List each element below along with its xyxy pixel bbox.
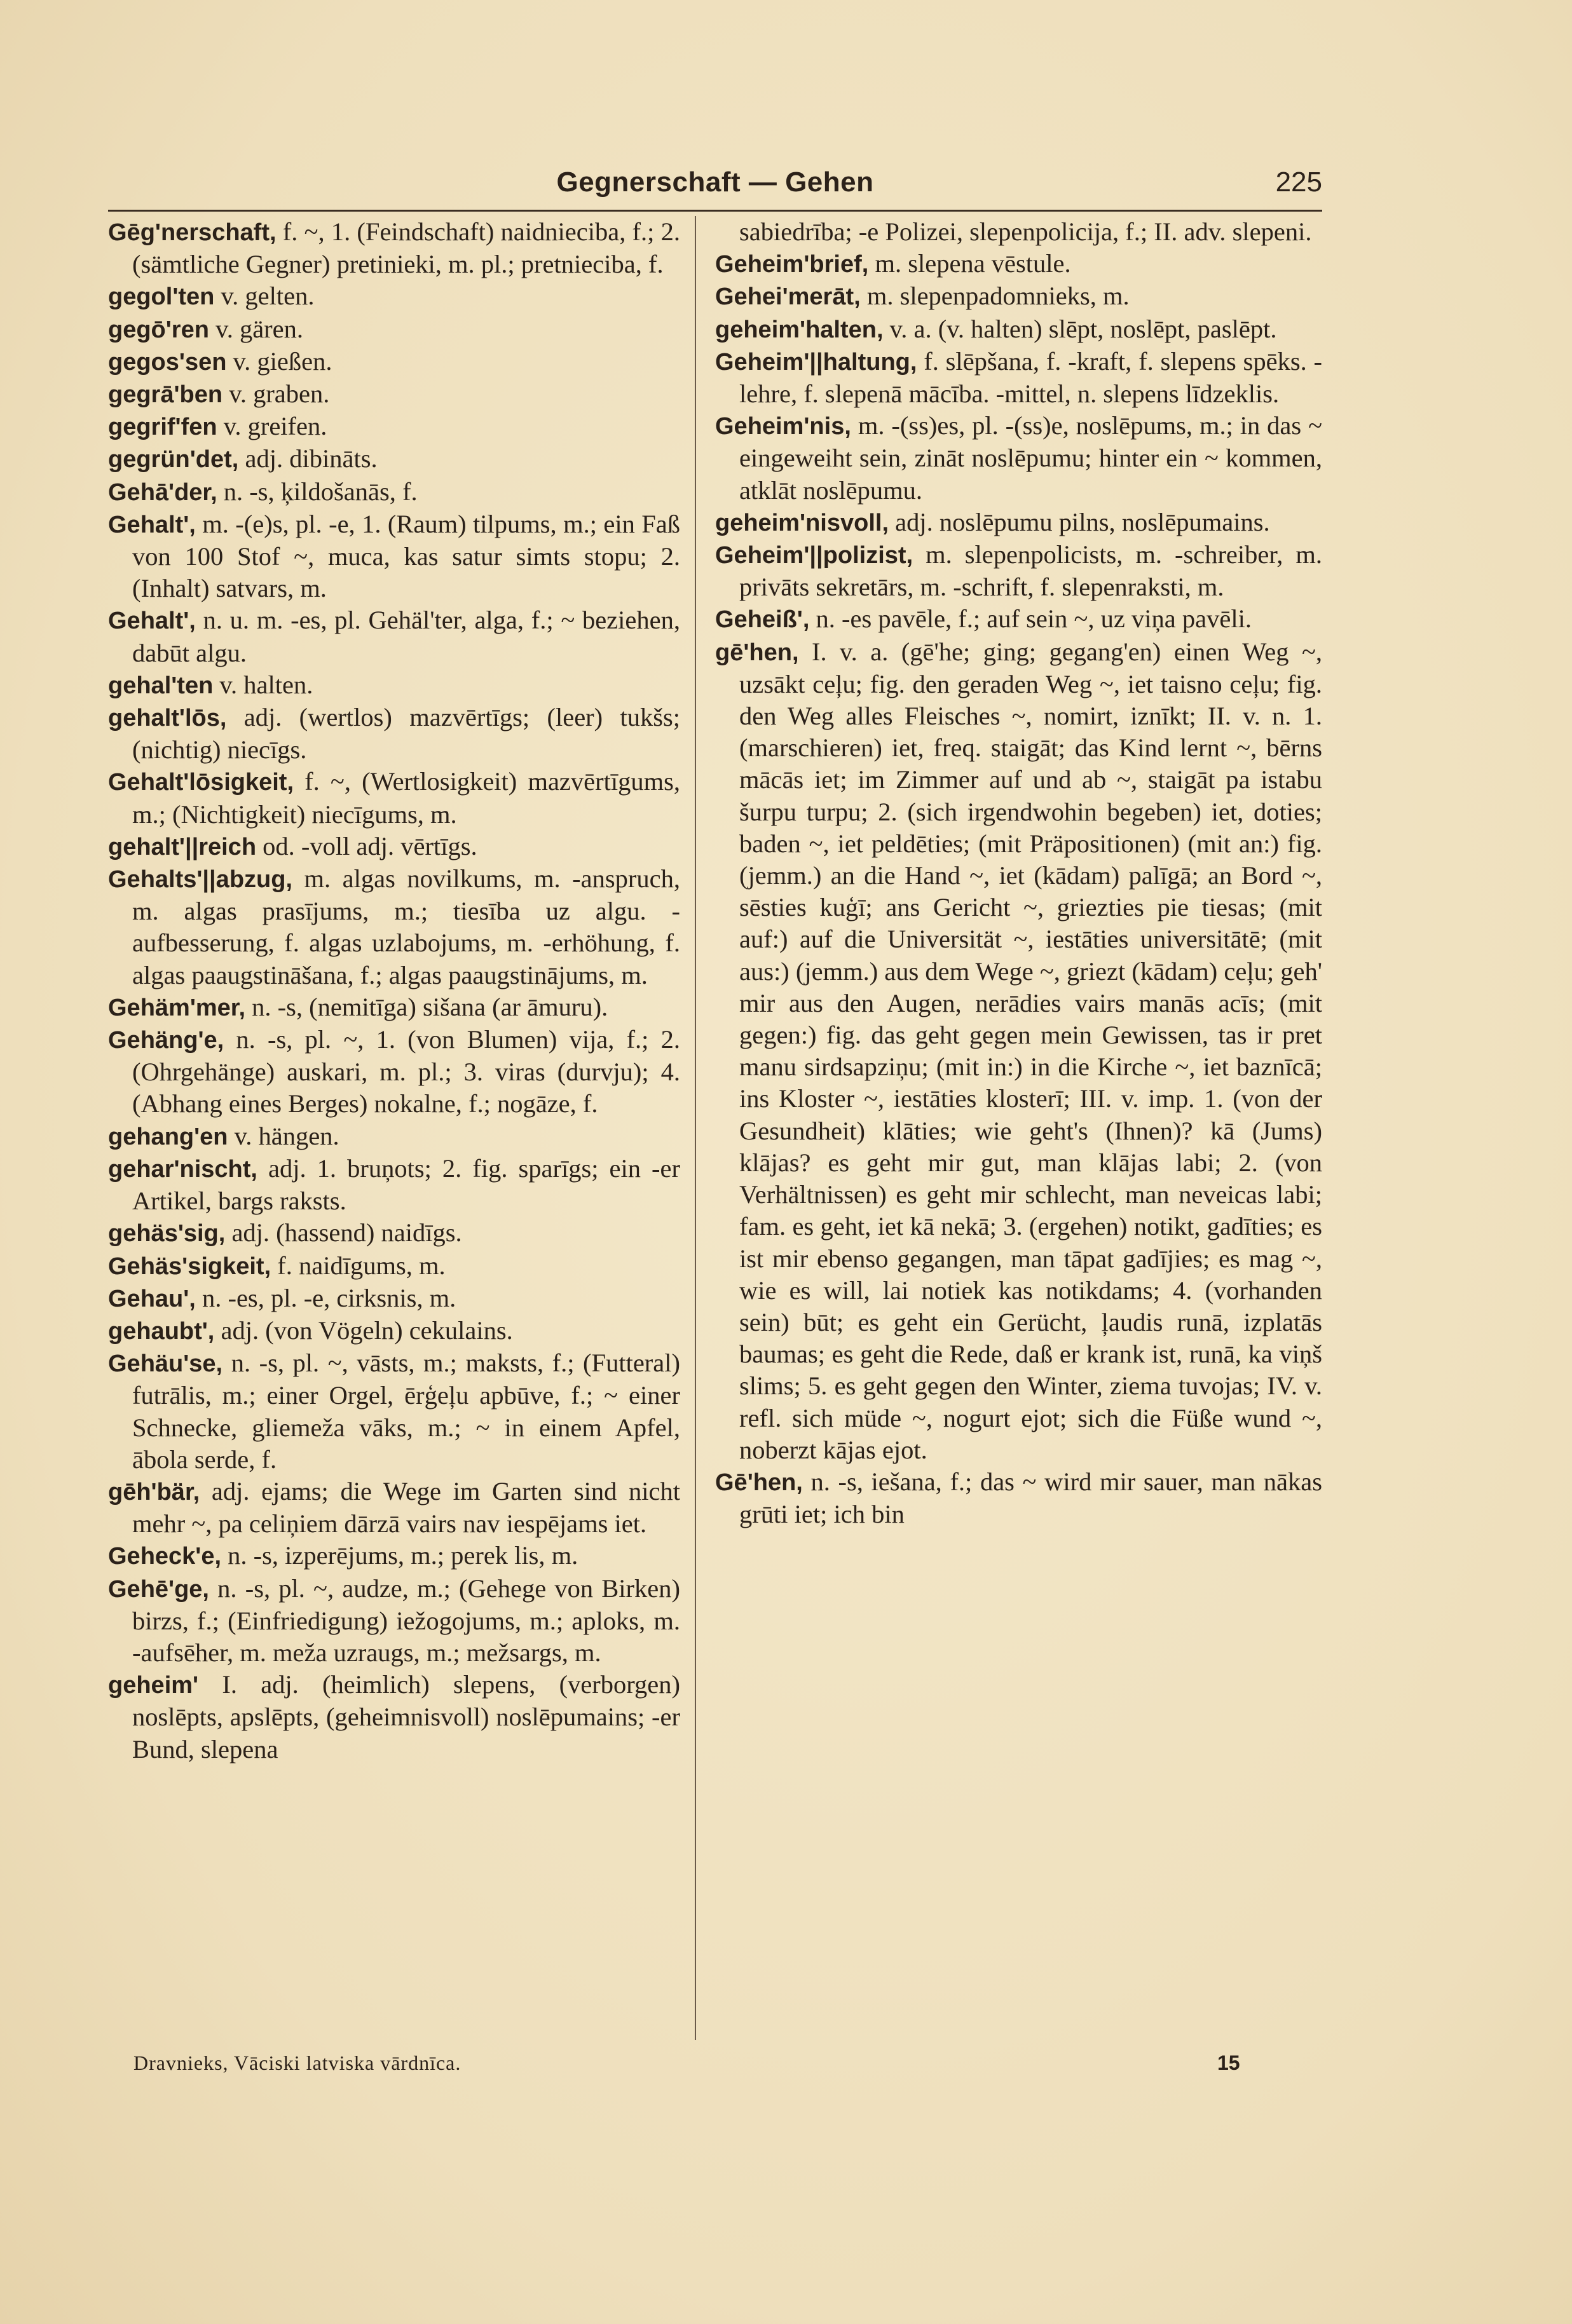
dictionary-entry [108, 313, 680, 346]
dictionary-entry [715, 1466, 1322, 1530]
headword: Gē'hen, [715, 1469, 803, 1496]
dictionary-entry [715, 603, 1322, 635]
right-column [715, 216, 1322, 1530]
definition: v. graben. [229, 379, 330, 409]
dictionary-entry [108, 476, 680, 508]
definition: n. -s, izperējums, m.; perek lis, m. [228, 1541, 578, 1570]
definition: n. -s, (nemitīga) sišana (ar āmuru). [252, 992, 608, 1021]
headword: Geheim'brief, [715, 251, 869, 278]
dictionary-entry [108, 1315, 680, 1347]
definition: v. gären. [215, 314, 304, 343]
left-column [108, 216, 680, 1765]
headword: Geheim'||polizist, [715, 542, 913, 569]
dictionary-entry [715, 280, 1322, 313]
definition: m. -(e)s, pl. -e, 1. (Raum) tilpums, m.; ein Faß von 100 Stof ~, muca, kas satur simts stopu; 2. (Inhalt) satvars, m. [132, 509, 680, 603]
dictionary-entry [108, 1282, 680, 1315]
headword: geheim' [108, 1672, 199, 1699]
headword: Gehäm'mer, [108, 994, 246, 1021]
dictionary-entry [715, 248, 1322, 280]
dictionary-entry [108, 604, 680, 669]
dictionary-entry [715, 313, 1322, 346]
definition: f. slēpšana, f. -kraft, f. slepens spēks. -lehre, f. slepenā mācība. -mittel, n. slepens līdzeklis. [739, 346, 1322, 409]
definition: m. algas novilkums, m. -anspruch, m. algas prasījums, m.; tiesība uz algu. -aufbesserung, f. algas uzlabojums, m. -erhöhung, f. algas paaugstināšana, f.; algas paaugstinājums, m. [132, 864, 680, 989]
headword: geheim'nisvoll, [715, 509, 889, 536]
definition: m. slepena vēstule. [875, 249, 1071, 278]
headword: Gehalt', [108, 608, 196, 635]
headword: gehalt'lōs, [108, 705, 227, 732]
definition: n. -s, pl. ~, 1. (von Blumen) vija, f.; 2. (Ohrgehänge) auskari, m. pl.; 3. viras (durvju); 4. (Abhang eines Berges) nokalne, f.; nogāze, f. [132, 1025, 680, 1118]
page-number: 225 [1275, 166, 1322, 198]
headword: gē'hen, [715, 639, 799, 666]
dictionary-entry [715, 636, 1322, 1466]
definition: n. -s, ķildošanās, f. [223, 477, 418, 506]
definition: n. u. m. -es, pl. Gehäl'ter, alga, f.; ~ beziehen, dabūt algu. [132, 606, 680, 667]
dictionary-entry [108, 1024, 680, 1120]
definition: sabiedrība; -e Polizei, slepenpolicija, f.; II. adv. slepeni. [739, 217, 1312, 246]
dictionary-entry [715, 346, 1322, 410]
definition: n. -es, pl. -e, cirksnis, m. [202, 1283, 456, 1312]
dictionary-entry [108, 831, 680, 863]
dictionary-entry [108, 443, 680, 475]
headword: gegrün'det, [108, 446, 239, 473]
headword: Gehā'der, [108, 479, 217, 506]
headword: Geheim'||haltung, [715, 348, 917, 376]
headword: gegos'sen [108, 348, 227, 376]
dictionary-entry [108, 991, 680, 1024]
dictionary-entry [108, 1540, 680, 1572]
dictionary-entry [108, 1250, 680, 1282]
dictionary-entry [108, 766, 680, 830]
definition: m. -(ss)es, pl. -(ss)e, noslēpums, m.; in das ~ eingeweiht sein, zināt noslēpumu; hinter ein ~ kommen, atklāt noslēpumu. [739, 411, 1322, 505]
definition: n. -s, pl. ~, audze, m.; (Gehege von Birken) birzs, f.; (Einfriedigung) iežogojums, m.; aploks, m. -aufsēher, m. meža uzraugs, m.; mežsargs, m. [132, 1573, 680, 1667]
dictionary-entry [108, 280, 680, 313]
headword: geheim'halten, [715, 316, 884, 343]
definition: v. a. (v. halten) slēpt, noslēpt, paslēpt. [889, 314, 1277, 343]
definition: adj. ejams; die Wege im Garten sind nicht mehr ~, pa celiņiem dārzā vairs nav iespējams iet. [132, 1476, 680, 1539]
definition: I. v. a. (gē'he; ging; gegang'en) einen Weg ~, uzsākt ceļu; fig. den geraden Weg ~, iet taisno ceļu; fig. den Weg alles Fleisches ~, nomirt, iznīkt; II. v. n. 1. (marschieren) iet, freq. staigāt; das Kind lernt ~, bērns mācās iet; im Zimmer auf und ab ~, staigāt pa istabu šurpu turpu; 2. (sich irgendwohin begeben) iet, doties; baden ~, iet peldēties; (mit Präpositionen) (mit an:) fig. (jemm.) an die Hand ~, iet (kādam) palīgā; an Bord ~, sēsties kuģī; ans Gericht ~, griezties pie tiesas; (mit auf:) auf die Universität ~, iestāties universitātē; (mit aus:) (jemm.) aus dem Wege ~, griezt (kādam) ceļu; geh' mir aus den Augen, nerādies vairs manās acīs; (mit gegen:) fig. das geht gegen mein Gewissen, tas ir pret manu sirdsapziņu; (mit in:) in die Kirche ~, iet baznīcā; ins Kloster ~, iestāties klosterī; III. v. imp. 1. (von der Gesundheit) klāties; wie geht's (Ihnen)? kā (Jums) klājas? es geht mir gut, man klājas labi; 2. (von Verhältnissen) es geht mir schlecht, man neveicas labi; fam. es geht, iet kā nekā; 3. (ergehen) notikt, gadīties; es ist mir ebenso gegangen, man tāpat gadījies; es mag ~, wie es will, lai notiek kas notikdams; 4. (vorhanden sein) būt; es geht ein Gerücht, ļaudis runā, izplatās baumas; es geht die Rede, daß er krank ist, runā, ka viņš slims; 5. es geht gegen den Winter, ziema tuvojas; IV. v. refl. sich müde ~, nogurt ejot; sich die Füße wund ~, noberzt kājas ejot. [739, 637, 1322, 1464]
definition: adj. noslēpumu pilns, noslēpumains. [895, 507, 1270, 536]
headword: gegrif'fen [108, 414, 217, 441]
column-divider [695, 216, 696, 2040]
headword: Gehau', [108, 1285, 196, 1312]
dictionary-entry [108, 669, 680, 702]
headword: Geheck'e, [108, 1543, 222, 1570]
headword: gehal'ten [108, 672, 214, 699]
dictionary-entry [108, 1669, 680, 1765]
definition: v. greifen. [223, 412, 327, 441]
definition: n. -es pavēle, f.; auf sein ~, uz viņa pavēli. [816, 604, 1252, 634]
header-rule [108, 210, 1322, 212]
headword: gegol'ten [108, 283, 215, 311]
definition: f. ~, 1. (Feindschaft) naidnieciba, f.; 2. (sämtliche Gegner) pretinieki, m. pl.; pretnieciba, f. [132, 217, 681, 279]
dictionary-entry [715, 410, 1322, 506]
definition: m. slepenpadomnieks, m. [866, 282, 1130, 311]
dictionary-entry [108, 411, 680, 443]
headword: Gehalt', [108, 511, 196, 538]
headword: gehäs'sig, [108, 1220, 226, 1247]
dictionary-entry [108, 1120, 680, 1153]
definition: v. halten. [219, 670, 313, 699]
dictionary-entry [108, 346, 680, 378]
headword: Gehalts'||abzug, [108, 866, 293, 894]
definition: adj. (von Vögeln) cekulains. [221, 1315, 513, 1345]
headword: gegrā'ben [108, 381, 223, 409]
headword: gegō'ren [108, 316, 209, 343]
definition: v. gelten. [221, 282, 315, 311]
definition: f. naidīgums, m. [277, 1251, 446, 1280]
headword: Gēg'nerschaft, [108, 219, 277, 246]
headword: Gehäs'sigkeit, [108, 1253, 271, 1280]
dictionary-entry [108, 1153, 680, 1217]
headword: Gehäng'e, [108, 1027, 224, 1054]
dictionary-entry [108, 378, 680, 411]
dictionary-entry [715, 216, 1322, 248]
headword: Geheim'nis, [715, 413, 851, 440]
footer-publisher: Dravnieks, Vāciski latviska vārdnīca. [133, 2051, 461, 2074]
dictionary-entry [108, 1476, 680, 1540]
definition: f. ~, (Wertlosigkeit) mazvērtīgums, m.; (Nichtigkeit) niecīgums, m. [132, 767, 680, 829]
dictionary-entry [715, 506, 1322, 539]
definition: n. -s, iešana, f.; das ~ wird mir sauer, man nākas grūti iet; ich bin [739, 1467, 1323, 1529]
definition: od. -voll adj. vērtīgs. [263, 831, 477, 860]
signature-mark: 15 [1217, 2051, 1240, 2074]
page-header [108, 166, 1322, 205]
definition: I. adj. (heimlich) slepens, (verborgen) noslēpts, apslēpts, (geheimnisvoll) noslēpumains; -er Bund, slepena [132, 1670, 680, 1763]
dictionary-entry [715, 539, 1322, 603]
dictionary-entry [108, 1347, 680, 1476]
headword: Gehei'merāt, [715, 283, 861, 311]
dictionary-entry [108, 1573, 680, 1669]
headword: Gehē'ge, [108, 1575, 209, 1603]
headword: Geheiß', [715, 606, 810, 634]
dictionary-entry [108, 863, 680, 991]
headword: gehalt'||reich [108, 833, 257, 860]
headword: gehang'en [108, 1123, 228, 1150]
definition: adj. dibināts. [245, 444, 378, 473]
definition: adj. (hassend) naidīgs. [231, 1218, 462, 1247]
definition: n. -s, pl. ~, vāsts, m.; maksts, f.; (Futteral) futrālis, m.; einer Orgel, ērģeļu apbūve, f.; ~ einer Schnecke, gliemeža vāks, m.; ~ in einem Apfel, ābola serde, f. [132, 1349, 680, 1474]
definition: adj. (wertlos) mazvērtīgs; (leer) tukšs; (nichtig) niecīgs. [132, 703, 681, 764]
dictionary-entry [108, 508, 680, 605]
headword: gehaubt', [108, 1317, 215, 1345]
definition: v. hängen. [234, 1121, 339, 1150]
headword: Gehalt'lōsigkeit, [108, 769, 294, 796]
dictionary-entry [108, 702, 680, 766]
headword: gēh'bär, [108, 1478, 200, 1505]
running-head: Gegnerschaft — Gehen [556, 166, 874, 198]
dictionary-entry [108, 216, 680, 280]
headword: gehar'nischt, [108, 1155, 257, 1183]
definition: adj. 1. bruņots; 2. fig. sparīgs; ein -er Artikel, bargs raksts. [132, 1153, 680, 1216]
headword: Gehäu'se, [108, 1350, 223, 1378]
definition: m. slepenpolicists, m. -schreiber, m. privāts sekretārs, m. -schrift, f. slepenraksti, m. [739, 540, 1322, 602]
dictionary-entry [108, 1217, 680, 1249]
definition: v. gießen. [233, 346, 332, 376]
